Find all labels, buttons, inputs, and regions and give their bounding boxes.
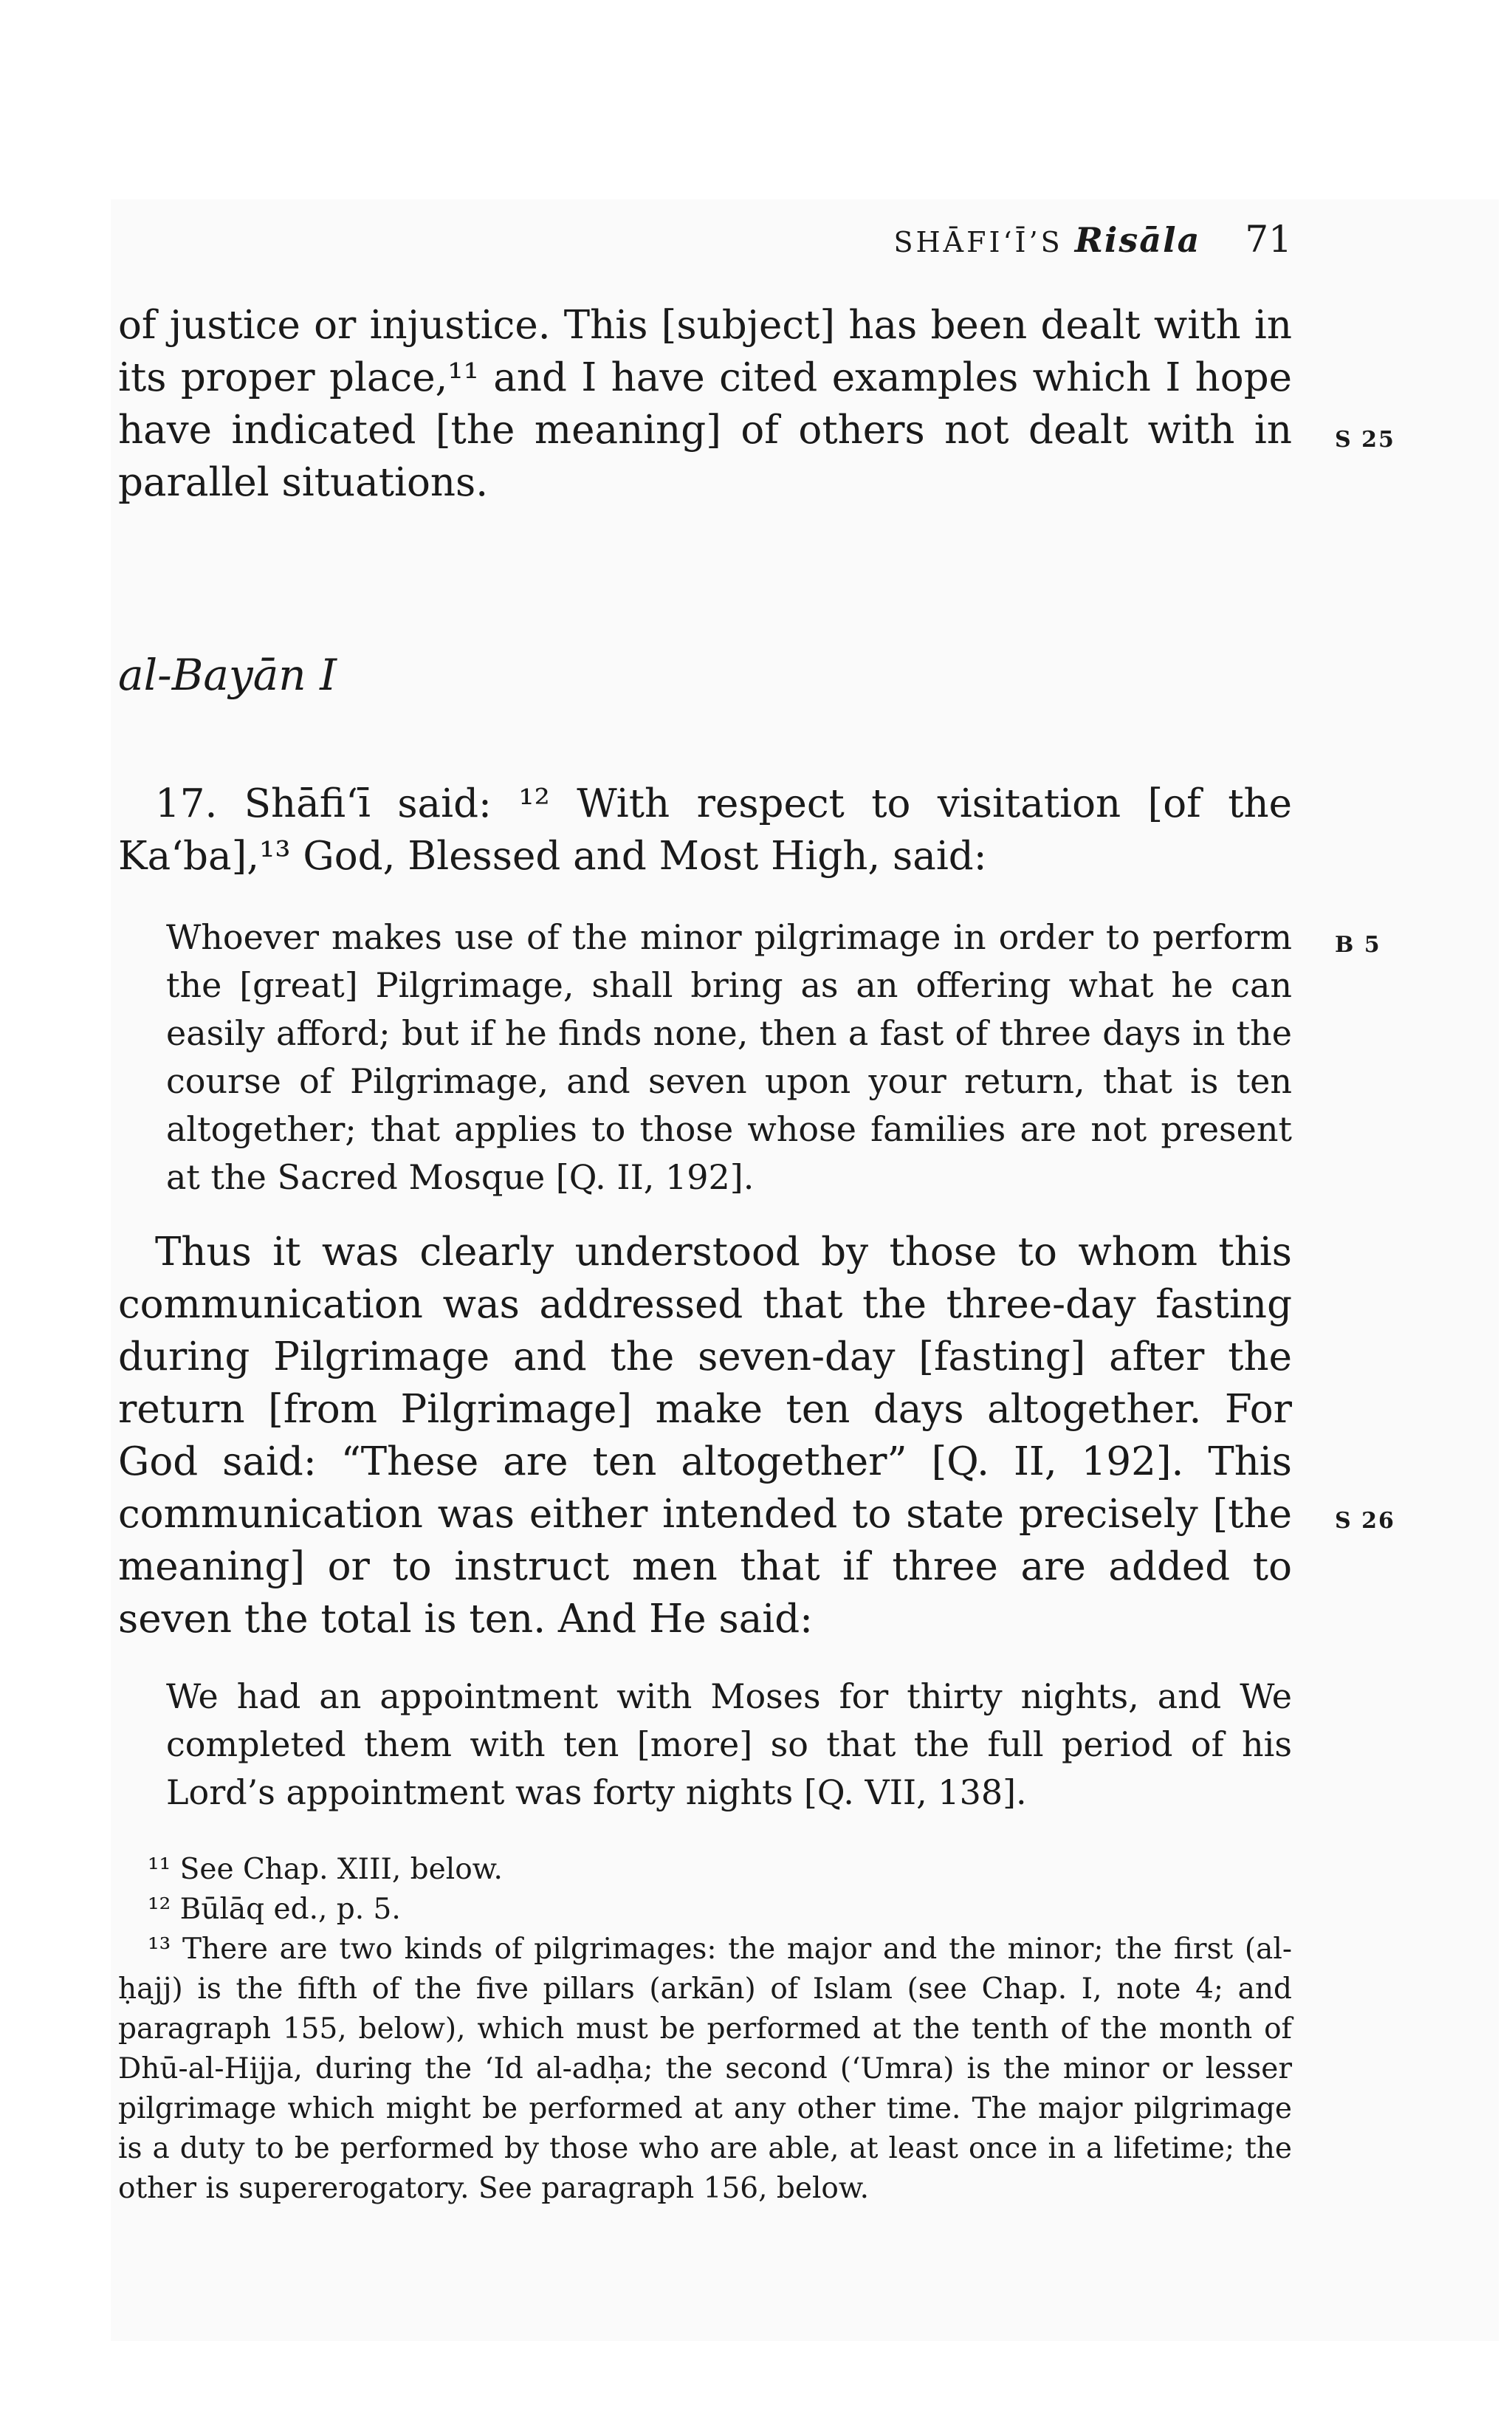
quote-1: Whoever makes use of the minor pilgrimage in order to perform the [great] Pilgrimage, shall bring as an offering what he can easily afford; but if he finds none, then a fast of three days in the course of Pilgrimage, and seven upon your return, that is ten altogether; that applies to those whose families are not present at the Sacred Mosque [Q. II, 192]. [166, 917, 1292, 1197]
margin-mark-s26: S 26 [1335, 1508, 1395, 1534]
section-heading: al-Bayān I [118, 650, 337, 700]
page-number: 71 [1245, 218, 1292, 261]
continued-paragraph-block [118, 299, 1292, 509]
footnote-12: ¹² Būlāq ed., p. 5. [148, 1893, 401, 1926]
quote-2-block [166, 1673, 1292, 1817]
paragraph-thus: Thus it was clearly understood by those to whom this communication was addressed that the three-day fasting during Pilgrimage and the seven-day [fasting] after the return [from Pilgrimage] make ten days altogether. For God said: “These are ten altogether” [Q. II, 192]. This communication was either intended to state precisely [the meaning] or to instruct men that if three are added to seven the total is ten. And He said: [118, 1230, 1292, 1642]
footnote-13: ¹³ There are two kinds of pilgrimages: the major and the minor; the first (al-ḥajj) is the fifth of the five pillars (arkān) of Islam (see Chap. I, note 4; and paragraph 155, below), which must be performed at the tenth of the month of Dhū-al-Hijja, during the ‘Id al-adḥa; the second (‘Umra) is the minor or lesser pilgrimage which might be performed at any other time. The major pilgrimage is a duty to be performed by those who are able, at least once in a lifetime; the other is supererogatory. See paragraph 156, below. [118, 1933, 1292, 2205]
running-head-title: Risāla [1074, 220, 1201, 260]
margin-mark-s25: S 25 [1335, 427, 1395, 453]
paragraph-17: 17. Shāfi‘ī said: ¹² With respect to visitation [of the Ka‘ba],¹³ God, Blessed and Most High, said: [118, 781, 1292, 879]
paragraph-17-block [118, 778, 1292, 882]
quote-2: We had an appointment with Moses for thirty nights, and We completed them with ten [more] so that the full period of his Lord’s appointment was forty nights [Q. VII, 138]. [166, 1676, 1292, 1812]
margin-mark-b5: B 5 [1335, 932, 1381, 958]
continued-paragraph: of justice or injustice. This [subject] has been dealt with in its proper place,¹¹ and I have cited examples which I hope have indicated [the meaning] of others not dealt with in parallel situations. [118, 303, 1292, 505]
quote-1-block [166, 913, 1292, 1201]
running-head [805, 218, 1292, 261]
footnote-11: ¹¹ See Chap. XIII, below. [148, 1853, 503, 1886]
running-head-author: SHĀFI‘Ī’S [893, 226, 1063, 258]
footnotes [118, 1850, 1292, 2209]
paragraph-thus-block [118, 1226, 1292, 1645]
